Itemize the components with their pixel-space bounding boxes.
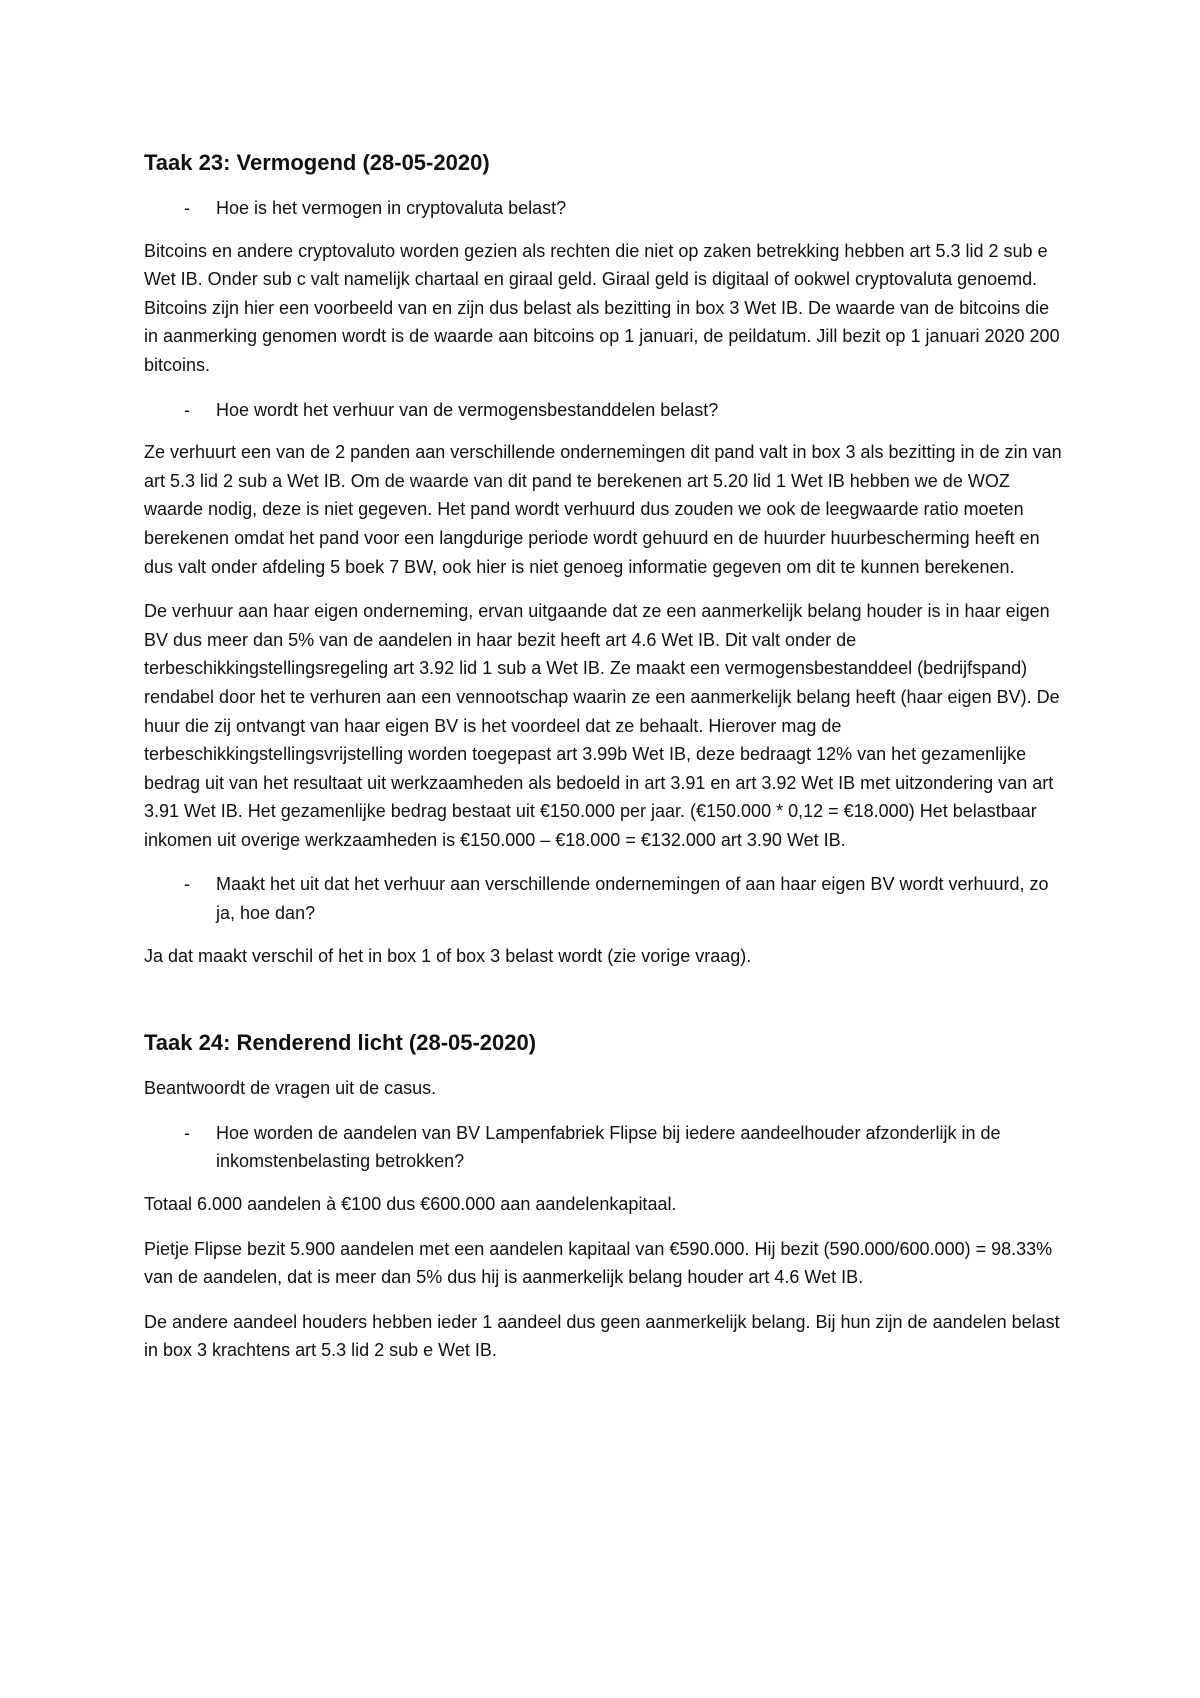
question-bullet — [144, 396, 1064, 425]
section-title-taak-23: Taak 23: Vermogend (28-05-2020) — [144, 150, 490, 175]
answer-paragraph: Bitcoins en andere cryptovaluto worden gezien als rechten die niet op zaken betrekking hebben art 5.3 lid 2 sub e Wet IB. Onder sub c valt namelijk chartaal en giraal geld. Giraal geld is digitaal of ookwel cryptovaluta genoemd. Bitcoins zijn hier een voorbeeld van en zijn dus belast als bezitting in box 3 Wet IB. De waarde van de bitcoins die in aanmerking genomen wordt is de waarde aan bitcoins op 1 januari, de peildatum. Jill bezit op 1 januari 2020 200 bitcoins. — [144, 240, 1060, 375]
question-text: Maakt het uit dat het verhuur aan verschillende ondernemingen of aan haar eigen BV wordt verhuurd, zo ja, hoe dan? — [216, 874, 1049, 924]
answer-paragraph: De verhuur aan haar eigen onderneming, ervan uitgaande dat ze een aanmerkelijk belang houder is in haar eigen BV dus meer dan 5% van de aandelen in haar bezit heeft art 4.6 Wet IB. Dit valt onder de terbeschikkingstellingsregeling art 3.92 lid 1 sub a Wet IB. Ze maakt een vermogensbestanddeel (bedrijfspand) rendabel door het te verhuren aan een vennootschap waarin ze een aanmerkelijk belang heeft (haar eigen BV). De huur die zij ontvangt van haar eigen BV is het voordeel dat ze behaalt. Hierover mag de terbeschikkingstellingsvrijstelling worden toegepast art 3.99b Wet IB, deze bedraagt 12% van het gezamenlijke bedrag uit van het resultaat uit werkzaamheden als bedoeld in art 3.91 en art 3.92 Wet IB met uitzondering van art 3.91 Wet IB. Het gezamenlijke bedrag bestaat uit €150.000 per jaar. (€150.000 * 0,12 = €18.000) Het belastbaar inkomen uit overige werkzaamheden is €150.000 – €18.000 = €132.000 art 3.90 Wet IB. — [144, 601, 1060, 850]
bullet-dash: - — [184, 198, 190, 218]
question-bullet — [144, 1119, 1064, 1176]
bullet-dash: - — [184, 399, 190, 420]
question-bullet — [144, 870, 1064, 927]
question-text: Hoe is het vermogen in cryptovaluta belast? — [216, 198, 567, 218]
bullet-dash: - — [184, 1122, 190, 1143]
question-text: Hoe worden de aandelen van BV Lampenfabriek Flipse bij iedere aandeelhouder afzonderlijk in de inkomstenbelasting betrokken? — [216, 1122, 1001, 1172]
document-page — [144, 148, 1064, 1381]
answer-paragraph: Ze verhuurt een van de 2 panden aan verschillende ondernemingen dit pand valt in box 3 als bezitting in de zin van art 5.3 lid 2 sub a Wet IB. Om de waarde van dit pand te berekenen art 5.20 lid 1 Wet IB hebben we de WOZ waarde nodig, deze is niet gegeven. Het pand wordt verhuurd dus zouden we ook de leegwaarde ratio moeten berekenen omdat het pand voor een langdurige periode wordt gehuurd en de huurder huurbescherming heeft en dus valt onder afdeling 5 boek 7 BW, ook hier is niet genoeg informatie gegeven om dit te kunnen berekenen. — [144, 442, 1062, 577]
intro-paragraph: Beantwoordt de vragen uit de casus. — [144, 1078, 437, 1099]
question-bullet — [144, 194, 1064, 223]
answer-paragraph: De andere aandeel houders hebben ieder 1 aandeel dus geen aanmerkelijk belang. Bij hun zijn de aandelen belast in box 3 krachtens art 5.3 lid 2 sub e Wet IB. — [144, 1311, 1060, 1361]
answer-paragraph: Ja dat maakt verschil of het in box 1 of box 3 belast wordt (zie vorige vraag). — [144, 945, 752, 966]
section-title-taak-24: Taak 24: Renderend licht (28-05-2020) — [144, 1030, 537, 1056]
bullet-dash: - — [184, 874, 190, 895]
answer-paragraph: Totaal 6.000 aandelen à €100 dus €600.000 aan aandelenkapitaal. — [144, 1194, 677, 1215]
answer-paragraph: Pietje Flipse bezit 5.900 aandelen met een aandelen kapitaal van €590.000. Hij bezit (590.000/600.000) = 98.33% van de aandelen, dat is meer dan 5% dus hij is aanmerkelijk belang houder art 4.6 Wet IB. — [144, 1238, 1053, 1288]
question-text: Hoe wordt het verhuur van de vermogensbestanddelen belast? — [216, 399, 719, 420]
